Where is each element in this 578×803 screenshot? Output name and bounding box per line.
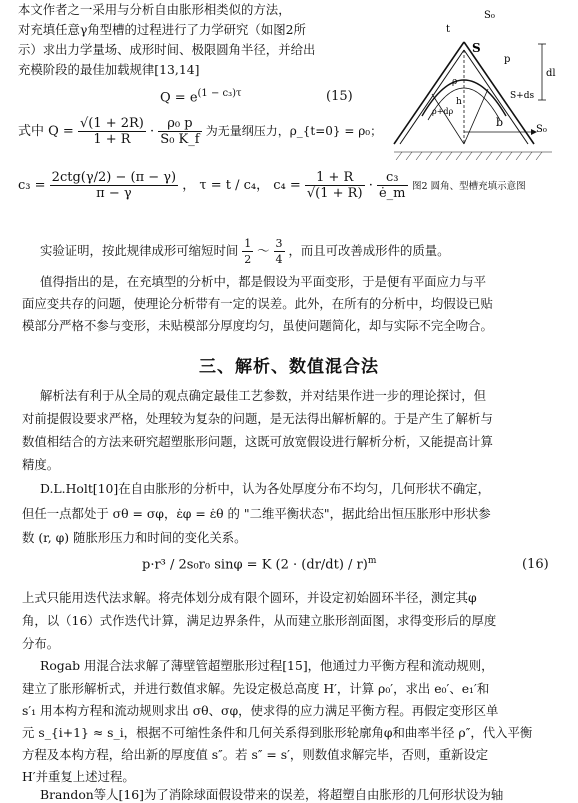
eq-c3-lhs: c₃ =: [18, 178, 46, 193]
eq-c4-frac2: [377, 170, 408, 201]
eq-q-den1: 1 + R: [93, 132, 131, 147]
result-f2d: 4: [275, 253, 283, 266]
eq-q-frac2: [158, 116, 201, 147]
eq-c3-mid: ， τ = t / c₄， c₄ =: [182, 178, 301, 193]
eq-q-prefix: 式中 Q =: [18, 124, 74, 139]
eq-c4-den2: ė_m: [378, 186, 406, 201]
rogab-line: 建立了胀形解析式，并进行数值求解。先设定极总高度 H′，计算 ρ₀′，求出 e₀′、e₁′和: [22, 681, 490, 696]
top-para-line: 本文作者之一采用与分析自由胀形相类似的方法，: [18, 2, 291, 17]
result-frac2: [274, 236, 285, 267]
eq16-inner: 2 · (dr/dt) / r: [280, 557, 363, 573]
eq15-lhs: Q = e: [160, 90, 198, 106]
fig-label-t: t: [446, 24, 451, 35]
result-f1n: 1: [244, 237, 252, 250]
equation-number-16: (16): [522, 557, 549, 572]
fig-label-S0-top: S₀: [484, 10, 495, 21]
eq-c4-den: √(1 + R): [306, 186, 363, 201]
figure-2-diagram: [392, 4, 572, 174]
para4-line: 分布。: [22, 636, 60, 651]
eq15-exp: (1 − c₃)τ: [197, 88, 242, 99]
result-pre: 实验证明，按此规律成形可缩短时间: [40, 243, 239, 258]
rogab-line: 方程及本构方程，给出新的厚度值 s″。若 s″ = s′，则数值求解完毕，否则，重新设定: [22, 747, 489, 762]
equation-15: [160, 88, 242, 105]
result-post: ，而且可改善成形件的质量。: [288, 243, 450, 258]
eq-c3-num: 2ctg(γ/2) − (π − γ): [51, 170, 177, 185]
fig-label-b: b: [496, 116, 504, 129]
fig-label-h: h: [456, 97, 462, 107]
fig-label-s-ds: S+ds: [510, 91, 535, 101]
result-para: [40, 236, 450, 267]
eq-c3-den: π − γ: [96, 186, 132, 201]
holt-line: 但任一点都处于 σθ = σφ，ε̇φ = ε̇θ 的 "二维平衡状态"，据此给出恒压胀形中形状参: [22, 506, 491, 521]
para2-line: 模部分严格不参与变形，未贴模部分厚度均匀，虽使问题简化，却与实际不完全吻合。: [22, 318, 493, 333]
result-sep: ～: [257, 243, 270, 258]
top-para-line: 示）求出力学量场、成形时间、极限圆角半径，并给出: [18, 42, 316, 57]
fig-label-dl: dl: [546, 68, 556, 79]
result-f2n: 3: [275, 237, 283, 250]
para4-line: 上式只能用迭代法求解。将壳体划分成有限个圆环，并设定初始圆环半径，测定其φ: [22, 590, 477, 605]
eq-c4-num: 1 + R: [305, 170, 365, 186]
fig-label-p: p: [504, 54, 511, 65]
para2-line: 值得指出的是，在充填型的分析中，都是假设为平面变形，于是便有平面应力与平: [40, 274, 487, 289]
equation-c3: [18, 170, 408, 201]
eq-q-den2: S₀ K_f: [160, 132, 200, 147]
rogab-line: s′₁ 用本构方程和流动规则求出 σθ、σφ，使求得的应力满足平衡方程。再假定变形区单: [22, 703, 499, 718]
result-frac1: [242, 236, 253, 267]
para2-line: 面应变共存的问题，使理论分析带有一定的误差。此外，在所有的分析中，均假设已贴: [22, 296, 493, 311]
fig-label-S: S: [472, 41, 481, 55]
brandon-line: Brandon等人[16]为了消除球面假设带来的误差，将超塑自由胀形的几何形状设为轴: [40, 787, 504, 802]
rogab-line: 元 s_{i+1} ≈ s_i，根据不可缩性条件和几何关系得到胀形轮廓角φ和曲率半径 ρ″，代入平衡: [22, 725, 533, 740]
equation-number-15: (15): [326, 89, 353, 104]
eq-c4-dot: ·: [368, 178, 373, 193]
top-para-line: 对充填任意γ角型槽的过程进行了力学研究（如图2所: [18, 22, 306, 37]
para3-line: 解析法有利于从全局的观点确定最佳工艺参数，并对结果作进一步的理论探讨，但: [40, 388, 487, 403]
eq16-lhs: p·r³ / 2s₀r₀ sinφ = K: [142, 557, 272, 573]
result-f1d: 2: [244, 253, 252, 266]
top-para-line: 充模阶段的最佳加载规律[13,14]: [18, 62, 200, 77]
eq-c3-frac: [50, 170, 178, 201]
para3-line: 精度。: [22, 457, 60, 472]
para4-line: 角，以（16）式作迭代计算，满足边界条件，从而建立胀形剖面图，求得变形后的厚度: [22, 613, 497, 628]
eq16-exp: m: [367, 556, 377, 566]
eq-q-frac1: [78, 116, 146, 147]
eq-c4-num2: c₃: [377, 170, 408, 186]
holt-line: 数 (r, φ) 随胀形压力和时间的变化关系。: [22, 530, 247, 545]
para3-line: 对前提假设要求严格，处理较为复杂的问题，是无法得出解析解的。于是产生了解析与: [22, 411, 493, 426]
rogab-line: Rogab 用混合法求解了薄壁管超塑胀形过程[15]，他通过力平衡方程和流动规则，: [40, 658, 494, 673]
equation-16: p·r³ / 2s₀r₀ sinφ = K $(2 \cdot (dr/dt) / r)^m$: [142, 556, 377, 573]
eq-q-num1: √(1 + 2R): [79, 116, 144, 131]
eq-q-suffix: 为无量纲压力，ρ_{t=0} = ρ₀；: [205, 124, 383, 138]
eq-q-num2: ρ₀ p: [158, 116, 201, 132]
section-title: 三、解析、数值混合法: [199, 357, 379, 377]
para3-line: 数值相结合的方法来研究超塑胀形问题，这既可放宽假设进行解析分析，又能提高计算: [22, 434, 493, 449]
fig-label-S0-right: S₀: [536, 124, 547, 135]
eq-c4-frac: [305, 170, 365, 201]
fig-label-rho-d: ρ+dρ: [432, 107, 454, 116]
rogab-line: H′并重复上述过程。: [22, 769, 135, 784]
equation-q: 式中 Q = $\frac{√(1 + 2R)}{1 + R}$ · $\frac{\text{ρ₀ p}}{\text{S₀ K\_f}}$ 为无量纲压力，ρ_{t=0} = ρ₀；: [18, 116, 383, 147]
figure-2-caption: 图2 圆角、型槽充填示意图: [412, 181, 526, 192]
fig-label-rho: ρ: [452, 77, 458, 87]
holt-line: D.L.Holt[10]在自由胀形的分析中，认为各处厚度分布不均匀，几何形状不确定，: [40, 481, 490, 496]
